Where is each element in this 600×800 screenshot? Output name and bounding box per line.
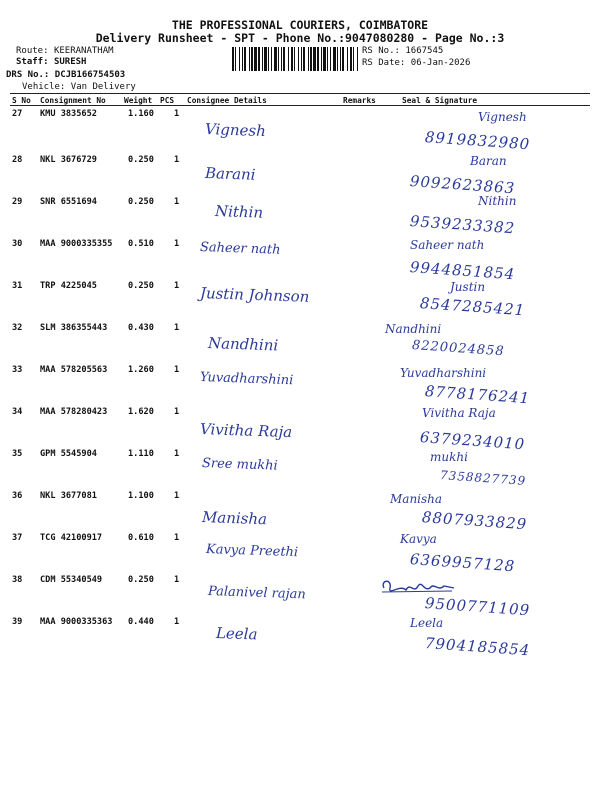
row-pcs: 1: [174, 533, 180, 543]
consignee-handwritten: Palanivel rajan: [207, 584, 307, 603]
consignee-handwritten: Justin Johnson: [199, 284, 310, 306]
barcode-bar: [262, 47, 263, 71]
col-consignment: Consignment No: [40, 96, 106, 105]
staff-value: SURESH: [53, 57, 87, 67]
row-consignment: SNR 6551694: [40, 197, 97, 207]
barcode-bar: [288, 47, 289, 71]
document-title: THE PROFESSIONAL COURIERS, COIMBATORE: [171, 18, 429, 32]
route-label: Route:: [16, 46, 49, 56]
row-pcs: 1: [174, 239, 180, 249]
row-pcs: 1: [174, 491, 180, 501]
staff-field: [16, 57, 86, 67]
signature-name: Kavya: [400, 532, 437, 546]
signature-phone: 7358827739: [439, 468, 527, 489]
col-sno: S No: [12, 96, 31, 105]
signature-name: Vivitha Raja: [422, 406, 496, 420]
signature-name: Saheer nath: [410, 238, 485, 252]
signature-phone: 9500771109: [424, 594, 531, 620]
signature-phone: 6369957128: [409, 550, 516, 576]
row-consignment: NKL 3677081: [40, 491, 97, 501]
barcode-bar: [342, 47, 344, 71]
barcode-bar: [249, 47, 250, 71]
barcode-bar: [264, 47, 267, 71]
barcode-bar: [274, 47, 277, 71]
barcode-bar: [254, 47, 257, 71]
row-sno: 36: [12, 491, 23, 501]
signature-name: Leela: [410, 616, 444, 630]
row-weight: 0.250: [128, 281, 154, 291]
consignee-handwritten: Sree mukhi: [201, 456, 278, 474]
barcode-bar: [337, 47, 338, 71]
row-pcs: 1: [174, 449, 180, 459]
table-row: [0, 614, 600, 666]
row-consignment: CDM 55340549: [40, 575, 103, 585]
signature-phone: 9092623863: [409, 172, 516, 198]
row-consignment: GPM 5545904: [40, 449, 97, 459]
barcode-bar: [298, 47, 299, 71]
row-sno: 31: [12, 281, 23, 291]
vehicle-field: [22, 82, 136, 92]
row-weight: 1.160: [128, 109, 154, 119]
barcode: [232, 47, 358, 71]
row-weight: 0.430: [128, 323, 154, 333]
row-sno: 38: [12, 575, 23, 585]
drs-value: DCJB166754503: [54, 70, 126, 80]
consignee-handwritten: Kavya Preethi: [205, 542, 299, 561]
consignee-handwritten: Nithin: [214, 202, 264, 222]
consignee-handwritten: Saheer nath: [199, 240, 281, 258]
row-weight: 1.110: [128, 449, 154, 459]
barcode-bar: [258, 47, 260, 71]
barcode-bar: [301, 47, 302, 71]
row-weight: 1.260: [128, 365, 154, 375]
rs-no-label: RS No.:: [362, 46, 400, 56]
barcode-bar: [268, 47, 269, 71]
signature-phone: 6379234010: [419, 428, 526, 454]
row-weight: 0.440: [128, 617, 154, 627]
consignee-handwritten: Leela: [215, 624, 258, 644]
row-sno: 34: [12, 407, 23, 417]
row-weight: 0.250: [128, 155, 154, 165]
route-value: KEERANATHAM: [53, 46, 114, 56]
barcode-bar: [242, 47, 243, 71]
signature-name: Justin: [450, 280, 486, 294]
row-pcs: 1: [174, 109, 180, 119]
row-pcs: 1: [174, 617, 180, 627]
signature-name: mukhi: [430, 450, 468, 464]
row-consignment: MAA 578280423: [40, 407, 108, 417]
row-weight: 0.610: [128, 533, 154, 543]
signature-phone: 9944851854: [409, 258, 516, 284]
row-sno: 30: [12, 239, 23, 249]
barcode-bar: [333, 47, 336, 71]
rs-no-field: [362, 46, 443, 56]
col-consignee: Consignee Details: [187, 96, 267, 105]
signature-name: Manisha: [390, 492, 443, 506]
row-pcs: 1: [174, 575, 180, 585]
row-consignment: SLM 386355443: [40, 323, 108, 333]
signature-phone: 8778176241: [424, 382, 531, 408]
rs-date-field: [362, 58, 470, 68]
consignee-handwritten: Nandhini: [207, 334, 279, 355]
barcode-bar: [340, 47, 341, 71]
drs-label: DRS No.:: [6, 70, 50, 80]
rs-date-value: 06-Jan-2026: [410, 58, 471, 68]
signature-name: Vignesh: [478, 110, 527, 124]
row-pcs: 1: [174, 407, 180, 417]
row-consignment: NKL 3676729: [40, 155, 97, 165]
row-pcs: 1: [174, 323, 180, 333]
barcode-bar: [350, 47, 352, 71]
signature-phone: 8807933829: [421, 508, 528, 534]
row-weight: 0.250: [128, 197, 154, 207]
barcode-bar: [310, 47, 312, 71]
barcode-bar: [313, 47, 316, 71]
document-subtitle: Delivery Runsheet - SPT - Phone No.:9047080280 - Page No.:3: [95, 31, 505, 45]
signature-name: Yuvadharshini: [400, 366, 487, 380]
consignee-handwritten: Barani: [204, 164, 256, 184]
barcode-bar: [281, 47, 282, 71]
col-remarks: Remarks: [343, 96, 376, 105]
barcode-bar: [251, 47, 253, 71]
row-pcs: 1: [174, 281, 180, 291]
row-pcs: 1: [174, 197, 180, 207]
signature-name: Nandhini: [385, 322, 442, 336]
row-sno: 29: [12, 197, 23, 207]
row-sno: 37: [12, 533, 23, 543]
consignee-handwritten: Yuvadharshini: [199, 370, 294, 389]
barcode-bar: [308, 47, 309, 71]
row-pcs: 1: [174, 365, 180, 375]
signature-phone: 7904185854: [424, 634, 531, 660]
barcode-bar: [294, 47, 295, 71]
consignee-handwritten: Vignesh: [204, 120, 267, 141]
barcode-bar: [357, 47, 358, 71]
rs-date-label: RS Date:: [362, 58, 406, 68]
barcode-bar: [323, 47, 326, 71]
row-consignment: TCG 42100917: [40, 533, 103, 543]
vehicle-label: Vehicle:: [22, 82, 66, 92]
signature-phone: 8547285421: [419, 294, 526, 320]
signature-name: Nithin: [478, 194, 517, 208]
signature-phone: 9539233382: [409, 212, 516, 238]
barcode-bar: [327, 47, 328, 71]
staff-label: Staff:: [16, 57, 49, 67]
row-weight: 0.250: [128, 575, 154, 585]
row-sno: 27: [12, 109, 23, 119]
table-row: [0, 106, 600, 158]
row-sno: 39: [12, 617, 23, 627]
row-weight: 0.510: [128, 239, 154, 249]
col-pcs: PCS: [160, 96, 175, 105]
barcode-bar: [244, 47, 246, 71]
row-weight: 1.620: [128, 407, 154, 417]
barcode-bar: [278, 47, 279, 71]
barcode-bar: [232, 47, 234, 71]
barcode-bar: [291, 47, 293, 71]
row-consignment: MAA 578205563: [40, 365, 108, 375]
col-weight: Weight: [124, 96, 153, 105]
consignee-handwritten: Vivitha Raja: [199, 420, 293, 442]
col-seal-signature: Seal & Signature: [402, 96, 478, 105]
row-sno: 28: [12, 155, 23, 165]
row-consignment: MAA 9000335363: [40, 617, 113, 627]
row-pcs: 1: [174, 155, 180, 165]
row-consignment: KMU 3835652: [40, 109, 97, 119]
row-weight: 1.100: [128, 491, 154, 501]
row-sno: 32: [12, 323, 23, 333]
header-rule: [10, 93, 590, 94]
barcode-bar: [271, 47, 272, 71]
row-sno: 35: [12, 449, 23, 459]
signature-name: Baran: [470, 154, 507, 168]
barcode-bar: [239, 47, 240, 71]
row-consignment: MAA 9000335355: [40, 239, 113, 249]
consignee-handwritten: Manisha: [201, 508, 268, 529]
barcode-bar: [283, 47, 285, 71]
barcode-bar: [353, 47, 354, 71]
barcode-bar: [235, 47, 236, 71]
route-field: [16, 46, 114, 56]
row-sno: 33: [12, 365, 23, 375]
barcode-bar: [347, 47, 348, 71]
signature-phone: 8919832980: [424, 128, 531, 154]
barcode-bar: [303, 47, 305, 71]
signature-phone: 8220024858: [411, 338, 506, 360]
vehicle-value: Van Delivery: [70, 82, 136, 92]
barcode-bar: [321, 47, 322, 71]
drs-field: [6, 70, 125, 80]
barcode-bar: [330, 47, 331, 71]
rs-no-value: 1667545: [405, 46, 444, 56]
barcode-bar: [317, 47, 319, 71]
row-consignment: TRP 4225045: [40, 281, 97, 291]
